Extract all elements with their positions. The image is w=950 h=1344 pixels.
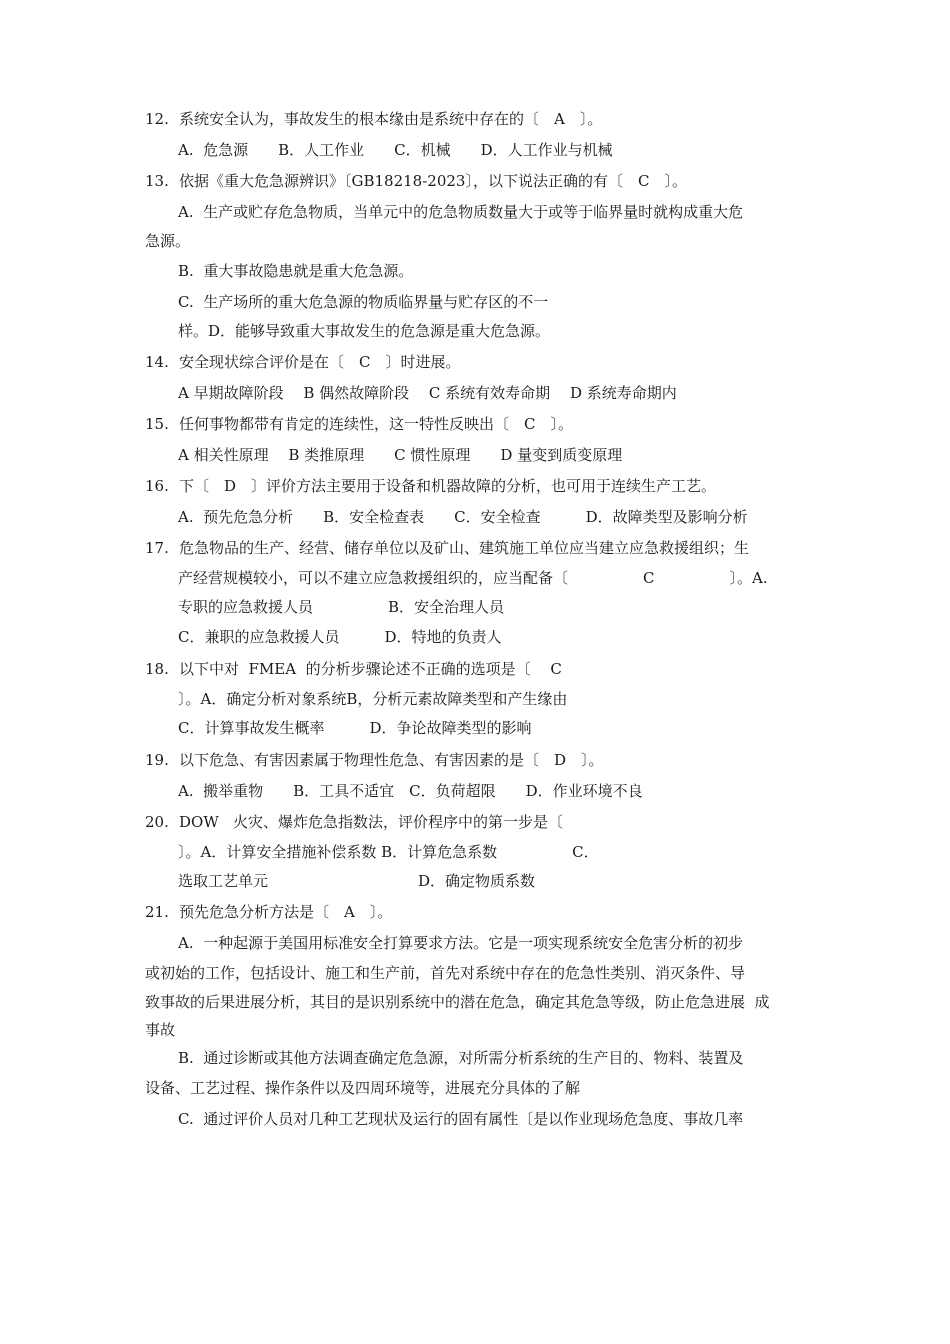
question-21-option-a: A. 一种起源于美国用标准安全打算要求方法。它是一项实现系统安全危害分析的初步 (178, 934, 744, 952)
question-21-option-c: C. 通过评价人员对几种工艺现状及运行的固有属性〔是以作业现场危急度、事故几率 (178, 1110, 744, 1128)
question-13-option-b: B. 重大事故隐患就是重大危急源。 (178, 262, 414, 280)
question-17: 17. 危急物品的生产、经营、储存单位以及矿山、建筑施工单位应当建立应急救援组织；生 (145, 539, 750, 557)
question-19-options: A. 搬举重物 B．工具不适宜 C．负荷超限 D．作业环境不良 (178, 782, 643, 800)
question-14-options: A 早期故障阶段 B 偶然故障阶段 C 系统有效寿命期 D 系统寿命期内 (178, 384, 677, 402)
question-18: 18. 以下中对 FMEA 的分析步骤论述不正确的选项是〔 C (145, 660, 562, 678)
question-16-options: A. 预先危急分析 B．安全检查表 C．安全检查 D．故障类型及影响分析 (178, 508, 748, 526)
question-12-options: A. 危急源 B．人工作业 C．机械 D．人工作业与机械 (178, 141, 613, 159)
question-17-cont: 产经营规模较小，可以不建立应急救援组织的，应当配备〔 C 〕。A. (178, 569, 768, 587)
question-21-option-b: B. 通过诊断或其他方法调查确定危急源，对所需分析系统的生产目的、物料、装置及 (178, 1049, 744, 1067)
question-14: 14. 安全现状综合评价是在〔 C 〕时进展。 (145, 353, 461, 371)
question-13-option-a: A. 生产或贮存危急物质，当单元中的危急物质数量大于或等于临界量时就构成重大危 (178, 203, 744, 221)
question-21-option-a-line4: 事故 (145, 1021, 176, 1039)
question-20-options-abc: 〕。A．计算安全措施补偿系数 B．计算危急系数 C． (178, 843, 599, 861)
question-19: 19. 以下危急、有害因素属于物理性危急、有害因素的是〔 D 〕。 (145, 751, 604, 769)
question-21-option-a-line3: 致事故的后果进展分析，其目的是识别系统中的潜在危急，确定其危急等级，防止危急进展 成 (145, 993, 770, 1011)
question-21: 21. 预先危急分析方法是〔 A 〕。 (145, 903, 393, 921)
question-17-options-ab: 专职的应急救援人员 B．安全治理人员 (178, 598, 505, 616)
question-15-options: A 相关性原理 B 类推原理 C 惯性原理 D 量变到质变原理 (178, 446, 623, 464)
question-12: 12. 系统安全认为，事故发生的根本缘由是系统中存在的〔 A 〕。 (145, 110, 603, 128)
question-13: 13. 依据《重大危急源辨识》〔GB18218-2023〕，以下说法正确的有〔 C 〕。 (145, 172, 687, 190)
question-20: 20. DOW 火灾、爆炸危急指数法，评价程序中的第一步是〔 (145, 813, 564, 831)
question-21-option-b-line2: 设备、工艺过程、操作条件以及四周环境等，进展充分具体的了解 (145, 1079, 581, 1097)
question-18-options-ab: 〕。A．确定分析对象系统B，分析元素故障类型和产生缘由 (178, 690, 568, 708)
question-13-option-c: C. 生产场所的重大危急源的物质临界量与贮存区的不一 (178, 293, 549, 311)
question-15: 15. 任何事物都带有肯定的连续性，这一特性反映出〔 C 〕。 (145, 415, 573, 433)
question-20-options-cd: 选取工艺单元 D．确定物质系数 (178, 872, 536, 890)
question-17-options-cd: C．兼职的应急救援人员 D．特地的负责人 (178, 628, 502, 646)
question-16: 16. 下〔 D 〕评价方法主要用于设备和机器故障的分析，也可用于连续生产工艺。 (145, 477, 717, 495)
question-13-option-a-cont: 急源。 (145, 232, 191, 250)
question-13-option-d: 样。D．能够导致重大事故发生的危急源是重大危急源。 (178, 322, 551, 340)
question-18-options-cd: C．计算事故发生概率 D．争论故障类型的影响 (178, 719, 532, 737)
question-21-option-a-line2: 或初始的工作，包括设计、施工和生产前，首先对系统中存在的危急性类别、消灭条件、导 (145, 964, 746, 982)
